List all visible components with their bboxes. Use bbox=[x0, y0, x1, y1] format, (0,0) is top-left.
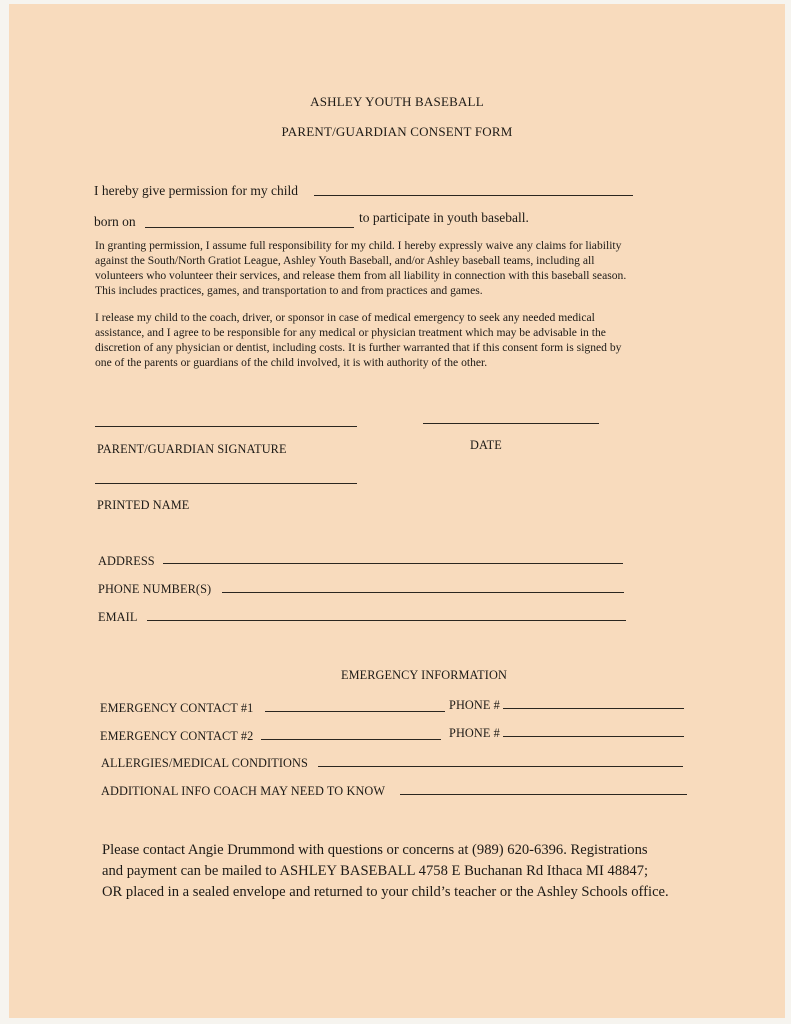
contact-line: and payment can be mailed to ASHLEY BASEBALL 4758 E Buchanan Rd Ithaca MI 48847; bbox=[102, 863, 649, 879]
contact-paragraph bbox=[102, 840, 742, 903]
signature-label: PARENT/GUARDIAN SIGNATURE bbox=[97, 442, 287, 456]
emergency-phone-1-label: PHONE # bbox=[449, 698, 500, 712]
printed-name-label: PRINTED NAME bbox=[97, 498, 190, 512]
date-label: DATE bbox=[470, 438, 502, 452]
signature-field[interactable] bbox=[95, 426, 357, 427]
emergency-contact-2-field[interactable] bbox=[261, 739, 441, 740]
waiver-paragraph bbox=[95, 238, 735, 298]
child-permission-label: I hereby give permission for my child bbox=[94, 183, 298, 198]
paragraph-line: This includes practices, games, and transportation to and from practices and games. bbox=[95, 284, 483, 297]
paragraph-line: against the South/North Gratiot League, Ashley Youth Baseball, and/or Ashley baseball teams, including all bbox=[95, 254, 595, 267]
emergency-phone-2-field[interactable] bbox=[503, 736, 684, 737]
email-field[interactable] bbox=[147, 620, 626, 621]
allergies-field[interactable] bbox=[318, 766, 683, 767]
emergency-contact-1-field[interactable] bbox=[265, 711, 445, 712]
emergency-phone-1-field[interactable] bbox=[503, 708, 684, 709]
birth-date-field[interactable] bbox=[145, 227, 354, 228]
printed-name-field[interactable] bbox=[95, 483, 357, 484]
additional-info-label: ADDITIONAL INFO COACH MAY NEED TO KNOW bbox=[101, 784, 386, 798]
org-title: ASHLEY YOUTH BASEBALL bbox=[310, 94, 484, 109]
participate-text: to participate in youth baseball. bbox=[359, 210, 529, 225]
paragraph-line: I release my child to the coach, driver, or sponsor in case of medical emergency to seek any needed medical bbox=[95, 311, 595, 324]
paragraph-line: one of the parents or guardians of the child involved, it is with authority of the other. bbox=[95, 356, 488, 369]
emergency-contact-1-label: EMERGENCY CONTACT #1 bbox=[100, 701, 254, 715]
allergies-label: ALLERGIES/MEDICAL CONDITIONS bbox=[101, 756, 308, 770]
additional-info-field[interactable] bbox=[400, 794, 687, 795]
consent-form-page bbox=[9, 4, 785, 1018]
contact-line: OR placed in a sealed envelope and returned to your child’s teacher or the Ashley Schools office. bbox=[102, 884, 669, 900]
email-label: EMAIL bbox=[98, 610, 138, 624]
medical-release-paragraph bbox=[95, 310, 735, 370]
form-title: PARENT/GUARDIAN CONSENT FORM bbox=[281, 124, 513, 139]
paragraph-line: assistance, and I agree to be responsible for any medical or physician treatment which may be advisable in the bbox=[95, 326, 606, 339]
address-field[interactable] bbox=[163, 563, 623, 564]
born-on-label: born on bbox=[94, 214, 136, 229]
paragraph-line: discretion of any physician or dentist, including costs. It is further warranted that if this consent form is signed by bbox=[95, 341, 622, 354]
paragraph-line: volunteers who volunteer their services, and release them from all liability in connection with this baseball season. bbox=[95, 269, 627, 282]
paragraph-line: In granting permission, I assume full responsibility for my child. I hereby expressly waive any claims for liability bbox=[95, 239, 622, 252]
child-name-field[interactable] bbox=[314, 195, 633, 196]
phone-numbers-label: PHONE NUMBER(S) bbox=[98, 582, 212, 596]
emergency-contact-2-label: EMERGENCY CONTACT #2 bbox=[100, 729, 254, 743]
date-field[interactable] bbox=[423, 423, 599, 424]
address-label: ADDRESS bbox=[98, 554, 155, 568]
phone-numbers-field[interactable] bbox=[222, 592, 624, 593]
emergency-phone-2-label: PHONE # bbox=[449, 726, 500, 740]
emergency-heading: EMERGENCY INFORMATION bbox=[341, 668, 507, 682]
contact-line: Please contact Angie Drummond with questions or concerns at (989) 620-6396. Registrations bbox=[102, 842, 648, 858]
